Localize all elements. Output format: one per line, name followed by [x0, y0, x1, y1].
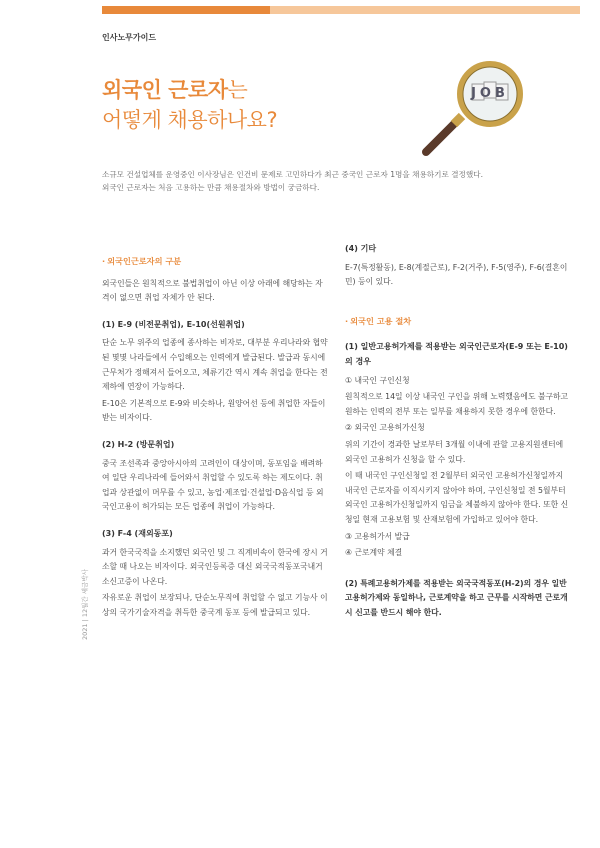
subsection-title: (2) H-2 (방문취업) — [102, 439, 175, 449]
paragraph: 이 때 내국인 구인신청일 전 2월부터 외국인 고용허가신청일까지 내국인 근로자를 이직시키지 않아야 하며, 구인신청일 전 5월부터 외국인 고용허가신청일까지 임금을 체불하지 않아야 한다. 또한 신청일 현재 고용보험 및 산재보험에 가입하고 있어야 한다. — [345, 471, 569, 524]
subsection-title: (3) F-4 (재외동포) — [102, 528, 173, 538]
page-title-line1 — [102, 74, 247, 104]
magnifying-glass-icon — [418, 60, 548, 160]
intro-line: 외국인 근로자는 처음 고용하는 만큼 채용절차와 방법이 궁금하다. — [102, 183, 320, 192]
step-label: ② 외국인 고용허가신청 — [345, 423, 425, 433]
step-label: ④ 근로계약 체결 — [345, 548, 403, 558]
paragraph: 자유로운 취업이 보장되나, 단순노무직에 취업할 수 없고 기능사 이상의 국가기술자격을 취득한 중국계 동포 등에 발급되고 있다. — [102, 593, 328, 617]
intro-line: 소규모 건설업체를 운영중인 이사장님은 인건비 문제로 고민하다가 최근 중국인 근로자 1명을 채용하기로 결정했다. — [102, 170, 483, 179]
paragraph: 원칙적으로 14일 이상 내국인 구인을 위해 노력했음에도 불구하고 원하는 인력의 전부 또는 일부를 채용하지 못한 경우에 한한다. — [345, 392, 569, 416]
title-rest: 는 — [227, 78, 248, 102]
left-column — [102, 248, 328, 622]
step-label: ③ 고용허가서 발급 — [345, 531, 410, 541]
paragraph: 단순 노무 위주의 업종에 종사하는 비자로, 대부분 우리나라와 협약된 몇몇 나라들에서 수입해오는 인력에게 발급된다. 발급과 동시에 근무처가 정해져서 들어오고, 체류기간 역시 계속 취업을 한다는 전제하에 연장이 가능하다. — [102, 338, 328, 392]
paragraph: 위의 기간이 경과한 날로부터 3개월 이내에 관할 고용지원센터에 외국인 고용허가 신청을 할 수 있다. — [345, 439, 564, 464]
section-heading: · 외국인근로자의 구분 — [102, 256, 182, 266]
side-footer-text: 2021 | 12월간 세금박사 — [81, 569, 89, 640]
subsection-title: (1) E-9 (비전문취업), E-10(선원취업) — [102, 319, 245, 329]
subsection-title: (4) 기타 — [345, 244, 377, 253]
paragraph: E-10은 기본적으로 E-9와 비슷하나, 원양어선 등에 취업한 자들이 받는 비자이다. — [102, 398, 326, 423]
paragraph: 중국 조선족과 중앙아시아의 고려인이 대상이며, 동포임을 배려하여 일단 우리나라에 들어와서 취업할 수 있도록 하는 제도이다. 취업과 상관없이 머무를 수 있고, 농업·제조업·건설업·D음식업 등 외국인고용이 허가되는 모든 업종에 취업이 가능하다. — [102, 458, 324, 512]
section-heading: · 외국인 고용 절차 — [345, 315, 412, 326]
subsection-title: (1) 일반고용허가제를 적용받는 외국인근로자(E-9 또는 E-10)의 경우 — [345, 342, 568, 366]
intro-text — [102, 168, 532, 194]
paragraph: 과거 한국국적을 소지했던 외국인 및 그 직계비속이 한국에 장시 거소할 때 나오는 비자이다. 외국인등록증 대신 외국국적동포국내거소신고증이 나온다. — [102, 547, 328, 586]
paragraph: E-7(특정활동), E-8(계절근로), F-2(거주), F-5(영주), F-6(결혼이민) 등이 있다. — [345, 262, 568, 287]
right-column — [345, 242, 571, 622]
top-accent-bar-dark — [102, 6, 270, 14]
paragraph: 외국인들은 원칙적으로 불법취업이 아닌 이상 아래에 해당하는 자격이 없으면 취업 자체가 안 된다. — [102, 278, 323, 303]
section-label: 인사노무가이드 — [102, 33, 157, 42]
job-label: JOB — [471, 86, 509, 101]
step-label: ① 내국인 구인신청 — [345, 375, 410, 385]
paragraph-bold: (2) 특례고용허가제를 적용받는 외국국적동포(H-2)의 경우 일반고용허가제와 동일하나, 근로계약을 하고 근무를 시작하면 근로개시 신고를 반드시 해야 한다. — [345, 578, 568, 617]
title-highlight: 외국인 근로자 — [102, 78, 228, 102]
page-title-line2: 어떻게 채용하나요? — [102, 108, 278, 132]
